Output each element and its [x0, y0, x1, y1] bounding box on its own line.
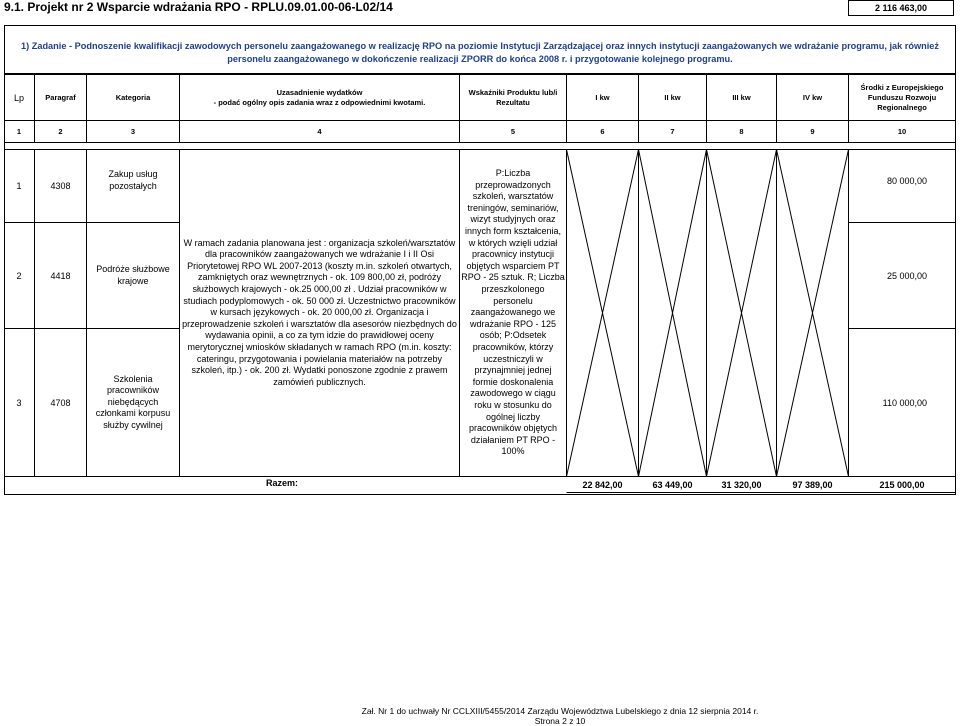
- header-iv-kw: IV kw: [802, 92, 823, 102]
- page-number: Strona 2 z 10: [534, 716, 586, 726]
- row-kategoria: Zakup usług pozostałych: [108, 169, 158, 191]
- header-wskazniki-line2: Rezultatu: [496, 97, 530, 107]
- header-iii-kw: III kw: [732, 92, 751, 102]
- sum-iv-kw: 97 389,00: [777, 478, 848, 493]
- col-number: 2: [58, 126, 63, 136]
- row-kategoria: Podróże służbowe krajowe: [96, 263, 170, 286]
- row-srodki: 110 000,00: [882, 397, 927, 408]
- header-srodki: [849, 75, 955, 120]
- row-paragraf: 4308: [50, 181, 71, 191]
- project-title: 9.1. Projekt nr 2 Wsparcie wdrażania RPO - RPLU.09.01.00-06-L02/14: [4, 0, 393, 14]
- col-number: 4: [317, 126, 322, 136]
- header-uzasadnienie: [180, 75, 459, 120]
- header-uzasadnienie-line2: - podać ogólny opis zadania wraz z odpowiednimi kwotami.: [213, 97, 426, 107]
- total-amount: 2 116 463,00: [848, 0, 954, 16]
- col-number: 6: [600, 126, 605, 136]
- header-wskazniki-line1: Wskaźniki Produktu lub/i: [468, 87, 558, 97]
- sum-srodki: 215 000,00: [849, 478, 955, 493]
- header-uzasadnienie-line1: Uzasadnienie wydatków: [276, 87, 363, 97]
- header-srodki-line2: Funduszu Rozwoju: [867, 92, 937, 102]
- task-description: 1) Zadanie - Podnoszenie kwalifikacji zawodowych personelu zaangażowanego w realizację RPO na poziomie Instytucji Zarządzającej oraz innych instytucji zaangażowanych we wdrażanie programu, jak również personelu zaangażowanego w dokończenie realizacji ZPORR do końca 2008 r. i przygotowanie kolejnego programu.: [21, 41, 939, 64]
- row-lp: 3: [16, 397, 22, 408]
- header-lp: Lp: [13, 92, 24, 103]
- row-paragraf: 4708: [50, 397, 71, 408]
- col-number: 8: [739, 126, 744, 136]
- header-wskazniki: [460, 75, 566, 120]
- col-number: 1: [16, 126, 22, 136]
- header-paragraf: Paragraf: [45, 92, 76, 102]
- row-lp: 1: [16, 181, 22, 191]
- row-lp: 2: [16, 270, 22, 281]
- header-ii-kw: II kw: [664, 92, 681, 102]
- row-srodki: 25 000,00: [886, 270, 927, 281]
- row-paragraf: 4418: [50, 270, 71, 281]
- col-number: 3: [130, 126, 136, 136]
- col-number: 9: [810, 126, 815, 136]
- col-number: 5: [510, 126, 516, 136]
- wskazniki-text: P:Liczba przeprowadzonych szkoleń, warsztatów treningów, seminariów, wizyt studyjnych oraz innych form kształcenia, w których wzięli udział pracownicy instytucji objętych wsparciem PT RPO - 25 sztuk. R; Liczba przeszkolonego personelu zaangażowanego we wdrażanie RPO - 125 osób; P:Odsetek pracowników, którzy uczestniczyli w przynajmniej jednej formie doskonalenia zawodowego w ciągu roku w stosunku do ogólnej liczby pracowników objętych działaniem PT RPO - 100%: [461, 168, 565, 457]
- sum-i-kw: 22 842,00: [567, 478, 638, 493]
- header-srodki-line1: Środki z Europejskiego: [860, 82, 944, 92]
- col-number: 7: [670, 126, 675, 136]
- sum-ii-kw: 63 449,00: [639, 478, 706, 493]
- header-srodki-line3: Regionalnego: [877, 102, 927, 112]
- row-kategoria: Szkolenia pracowników niebędących członkami korpusu służby cywilnej: [95, 373, 171, 430]
- header-kategoria: Kategoria: [115, 92, 151, 102]
- uzasadnienie-text: W ramach zadania planowana jest : organizacja szkoleń/warsztatów dla pracowników zaangażowanych we wdrażanie I i II Osi Priorytetowej RPO WL 2007-2013 (koszty m.in. szkoleń otwartych, zamkniętych oraz wewnętrznych - ok. 109 800,00 zł, podróży służbowych krajowych - ok.25 000,00 zł . Udział pracowników w studiach podyplomowych - ok. 50 000 zł. Uczestnictwo pracowników w kursach językowych - ok. 20 000,00 zł. Organizacja i przeprowadzenie szkoleń i warsztatów dla asesorów niezbędnych do wydawania opinii, a co za tym idzie do prawidłowej oceny merytorycznej wniosków składanych w ramach RPO (m.in. koszty: cateringu, przygotowania i powielania materiałów na potrzeby szkoleń, itp.) - ok. 200 zł. Wydatki ponoszone zgodnie z prawem zamówień publicznych.: [182, 237, 457, 387]
- header-i-kw: I kw: [595, 92, 610, 102]
- footer-attachment-note: Zał. Nr 1 do uchwały Nr CCLXIII/5455/2014 Zarządu Województwa Lubelskiego z dnia 12 sierpnia 2014 r.: [361, 706, 759, 716]
- row-srodki: 80 000,00: [886, 176, 927, 186]
- sum-iii-kw: 31 320,00: [707, 478, 776, 493]
- col-number: 10: [897, 126, 907, 136]
- razem-label: Razem:: [266, 478, 299, 488]
